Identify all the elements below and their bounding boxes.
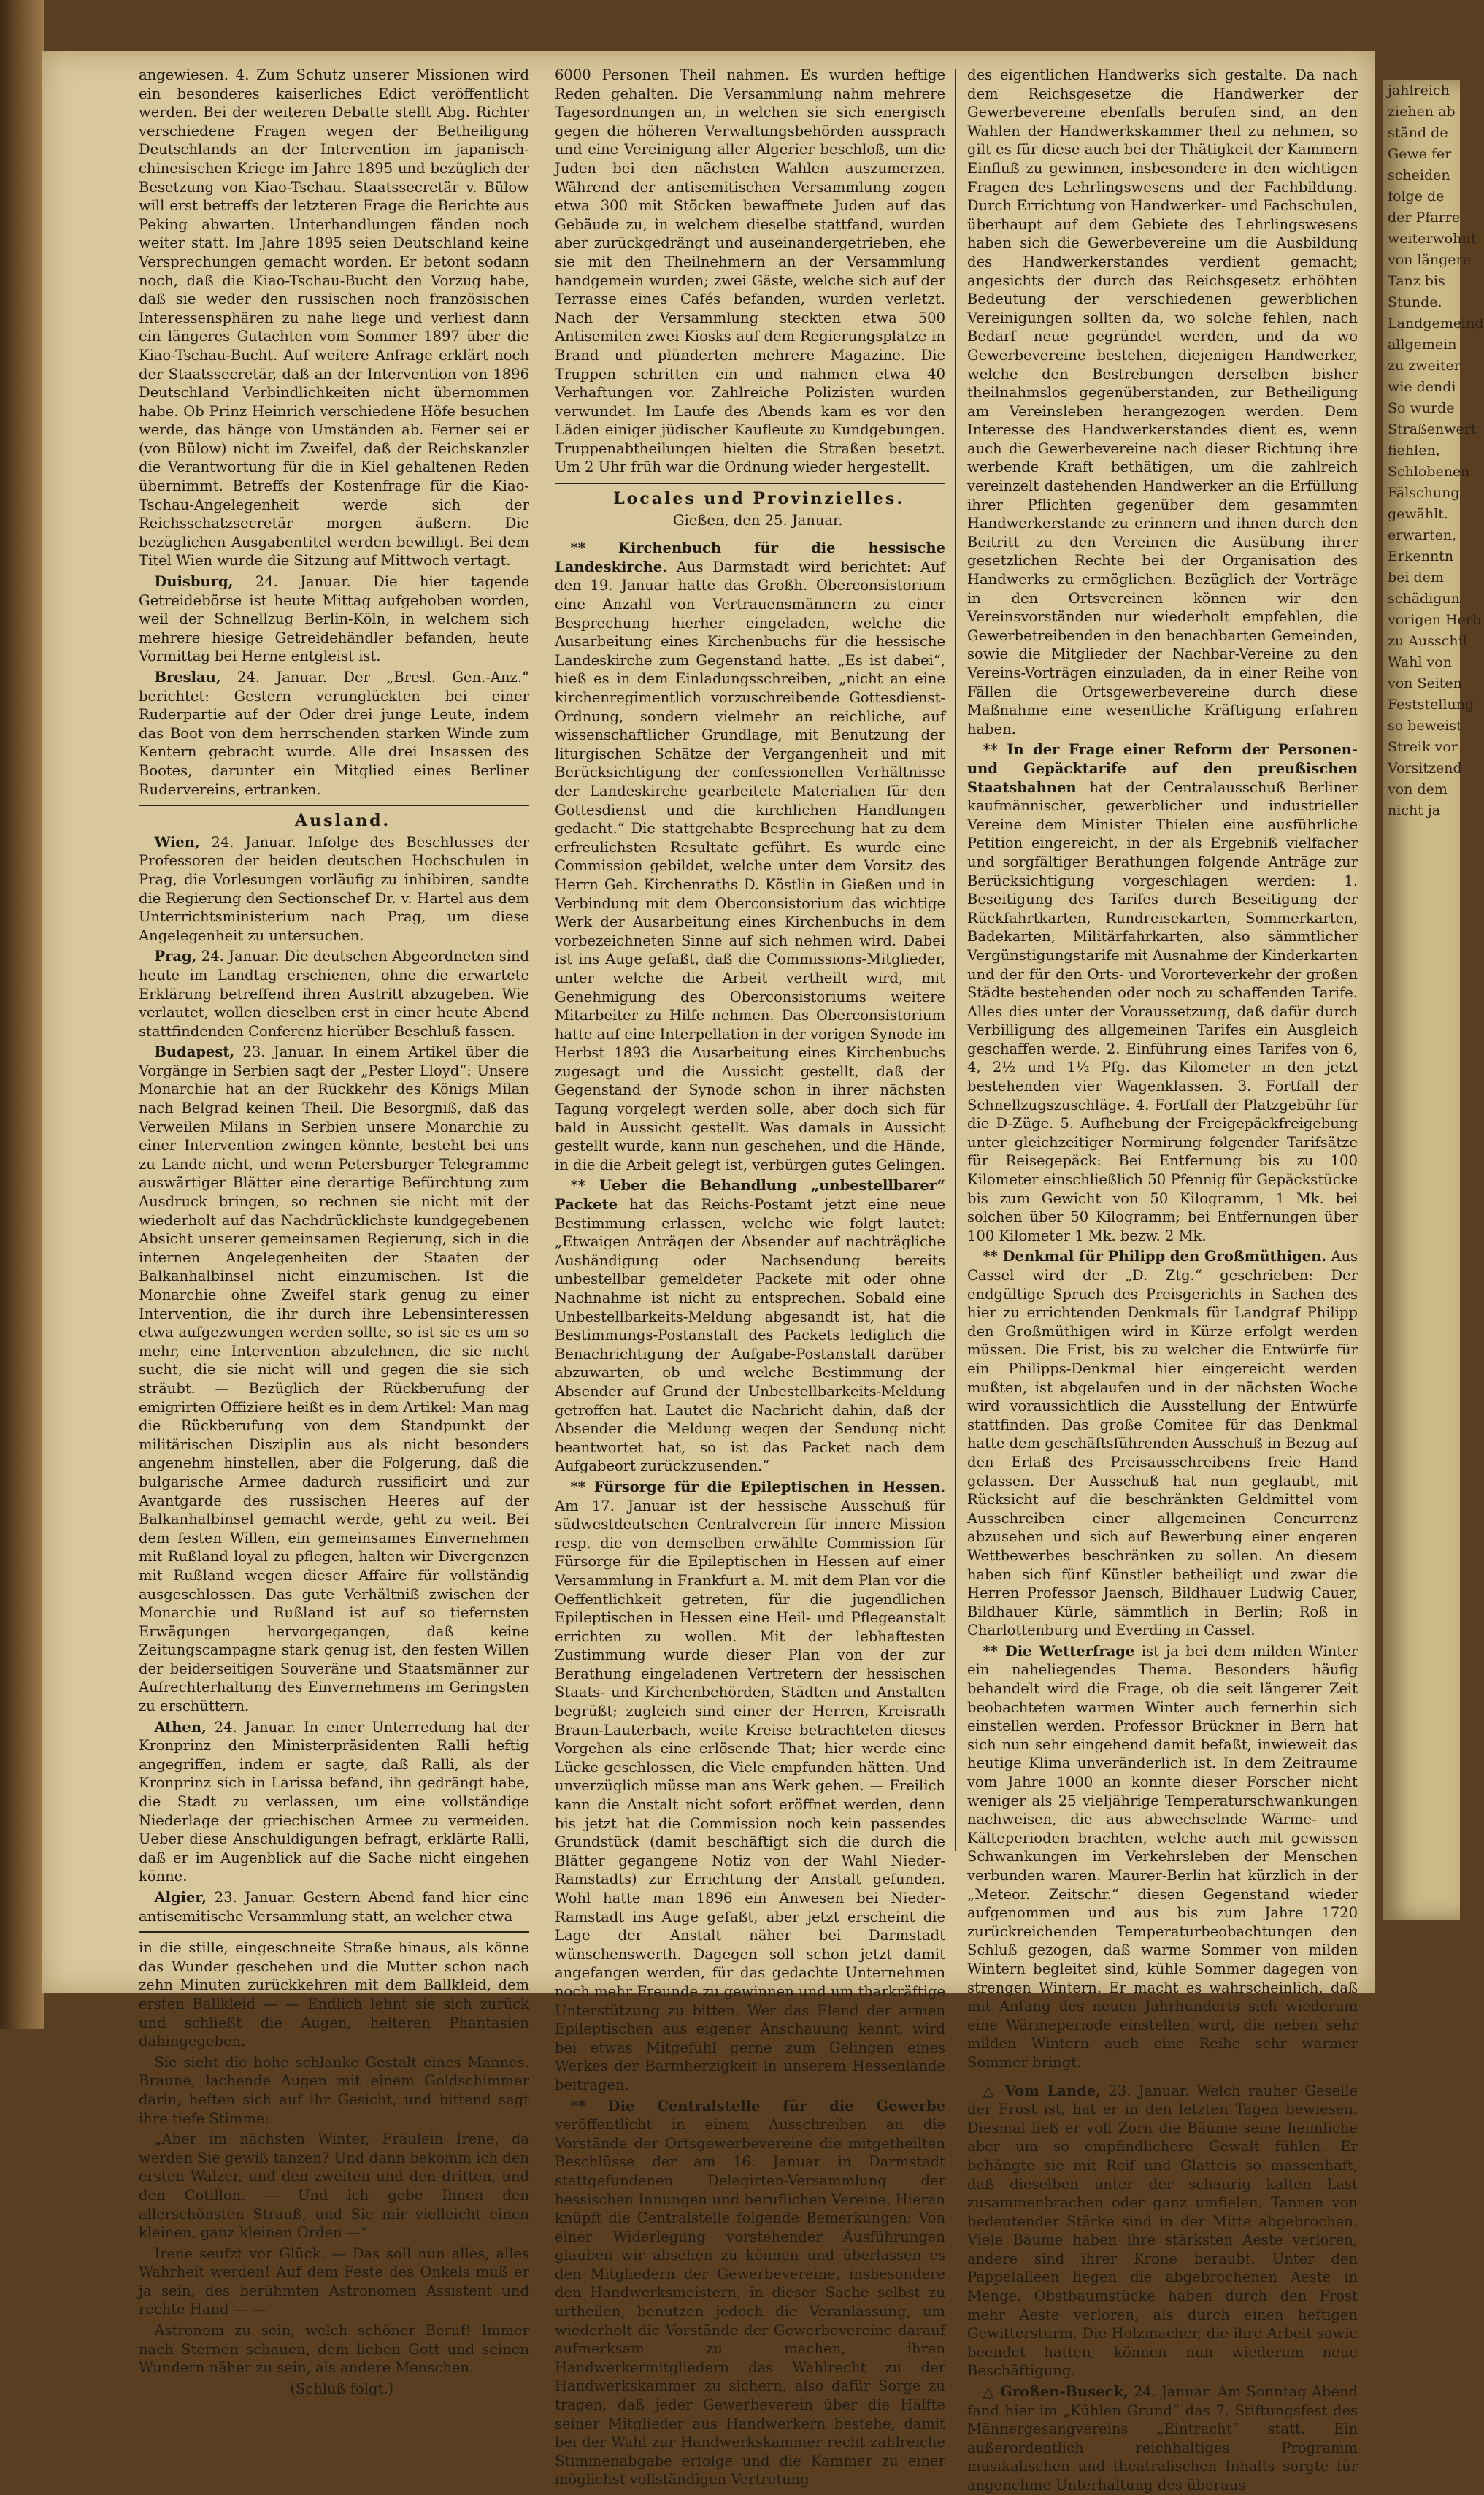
continued-note: (Schluß folgt.) [290, 2380, 394, 2397]
edge-fragment: Wahl von [1388, 654, 1452, 670]
feuilleton-paragraph: Astronom zu sein, welch schöner Beruf! Immer nach Sternen schauen, dem lieben Gott und seinen Wundern näher zu sein, als andere Menschen. [139, 2322, 529, 2377]
article-packete-text: hat das Reichs-Postamt jetzt eine neue Bestimmung erlassen, welche wie folgt lautet: „Etwaigen Anträgen der Absender auf nachträgliche Aushändigung oder Nachsendung bereits unbestellbar gemeldeter Packete mit oder ohne Nachnahme ist nicht zu entsprechen. Sobald eine Unbestellbarkeits-Meldung abgesandt ist, hat die Bestimmungs-Postanstalt des Packets lediglich die Benachrichtigung der Aufgabe-Postanstalt darüber abzuwarten, ob und welche Bestimmung der Absender auf Grund der Unbestellbarkeits-Meldung getroffen hat. Lautet die Nachricht dahin, daß der Absender die Meldung wegen der Sendung nicht beantwortet hat, so ist das Packet nach dem Aufgabeort zurückzusenden.“ [555, 1196, 946, 1475]
feuilleton-paragraph: Sie sieht die hohe schlanke Gestalt eines Mannes. Braune, lachende Augen mit einem Goldschimmer darin, heften sich auf ihr Gesicht, und bittend sagt ihre tiefe Stimme: [139, 2053, 529, 2127]
edge-fragment: weiterwohnt [1388, 231, 1477, 247]
column-rule-2 [955, 69, 956, 1851]
article-centralstelle-text: veröffentlicht in einem Ausschreiben an die Vorstände der Ortsgewerbevereine die mitgetheilten Beschlüsse der am 16. Januar in Darmstadt stattgefundenen Delegirten-Versammlung der hessischen Innungen und beruflichen Vereine. Hieran knüpft die Centralstelle folgende Bemerkungen: Von einer Widerlegung vorstehender Ausführungen glauben wir absehen zu können und überlassen es den Mitgliedern der Gewerbevereine, insbesondere den Handwerksmeistern, in dieser Sache selbst zu urtheilen, benutzen jedoch die Veranlassung, um wiederholt die Vorstände der Gewerbevereine darauf aufmerksam zu machen, ihren Handwerkermitgliedern das Wahlrecht zu der Handwerkskammer zu sichern, also dafür Sorge zu tragen, daß jeder Gewerbeverein über die Hälfte seiner Mitglieder aus Handwerkern bestehe, damit bei der Wahl zur Handwerkskammer recht zahlreiche Stimmenabgabe erfolge und die Kammer zu einer möglichst vollständigen Vertretung [555, 2116, 945, 2488]
article-vom-lande [967, 2082, 1358, 2381]
title-wetter: ** Die Wetterfrage [983, 1642, 1135, 1660]
edge-fragment: so beweist [1388, 718, 1462, 734]
article-handwerk-continued: des eigentlichen Handwerks sich gestalte. Da nach dem Reichsgesetze die Handwerker der Gewerbevereine ebenfalls berufen sind, an den Wahlen der Handwerkskammer theil zu nehmen, so gilt es für diese auch bei der Thätigkeit der Kammern Einfluß zu gewinnen, insbesondere in den wichtigen Fragen des Lehrlingswesens und der Fachbildung. Durch Errichtung von Handwerker- und Fachschulen, überhaupt auf dem Gebiete des Lehrlingswesens haben sich die Gewerbevereine um die Ausbildung des Handwerkerstandes verdient gemacht; angesichts der durch das Reichsgesetz erhöhten Bedeutung der verschiedenen gewerblichen Vereinigungen sollten da, wo solche fehlen, nach Bedarf neue gegründet werden, und da wo Gewerbevereine bestehen, diejenigen Handwerker, welche den Bestrebungen derselben bisher theilnahmslos gegenüberstanden, zur Betheiligung am Vereinsleben herangezogen werden. Dem Interesse des Handwerkerstandes dient es, wenn auch die Gewerbevereine nach dieser Richtung ihre werbende Kraft bethätigen, um die zahlreich vereinzelt dastehenden Handwerker an die Erfüllung ihrer Pflichten gegenüber dem gesammten Handwerkerstande zu erinnern und ihnen durch den Beitritt zu den Vereinen die Ausübung ihrer gesetzlichen Rechte bei der Organisation des Handwerks zu ermöglichen. Bezüglich der Vorträge in den Ortsvereinen können wir den Vereinsvorständen nur wiederholt empfehlen, die Gewerbetreibenden in den benachbarten Gemeinden, sowie die Mitglieder der Nachbar-Vereine zu den Vereins-Vorträgen einzuladen, da in einer Reihe von Fällen die Ortsgewerbevereine durch diese Maßnahme eine wesentliche Kräftigung erfahren haben. [967, 66, 1358, 737]
article-grossen-buseck [967, 2383, 1358, 2495]
article-prag-text: 24. Januar. Die deutschen Abgeordneten sind heute im Landtag erschienen, ohne die erwartete Erklärung betreffend ihren Austritt abzugeben. Wie verlautet, wollen dieselben erst in einer heute Abend stattfindenden Conferenz hierüber Beschluß fassen. [139, 948, 529, 1040]
edge-fragment: von dem [1388, 781, 1448, 797]
place-budapest: Budapest, [154, 1043, 235, 1061]
edge-fragment: Feststellung [1388, 697, 1475, 713]
article-breslau-text: 24. Januar. Der „Bresl. Gen.-Anz.“ berichtet: Gestern verunglückten bei einer Ruderpartie auf der Oder drei junge Leute, indem das Boot von dem herrschenden starken Winde zum Kentern gebracht wurde. Alle drei Insassen des Bootes, darunter ein Mitglied eines Berliner Rudervereins, ertranken. [139, 669, 529, 798]
section-divider [555, 483, 945, 484]
edge-fragment: Fälschung [1388, 485, 1460, 501]
edge-fragment: Vorsitzend [1388, 760, 1462, 776]
edge-fragment: Landgemeind [1388, 315, 1484, 331]
edge-fragment: Tanz bis [1388, 273, 1445, 289]
edge-fragment: erwarten, [1388, 527, 1457, 543]
place-athen: Athen, [154, 1718, 207, 1736]
article-denkmal [967, 1247, 1358, 1639]
edge-fragment: zu Ausschil [1388, 633, 1467, 649]
place-wien: Wien, [154, 833, 200, 851]
edge-fragment: gewählt. [1388, 506, 1448, 522]
article-tarife [967, 740, 1358, 1245]
edge-fragment: Straßenwert [1388, 421, 1477, 437]
place-algier: Algier, [154, 1889, 207, 1906]
article-centralstelle [555, 2097, 945, 2489]
title-grossen-buseck: △ Großen-Buseck, [983, 2383, 1129, 2401]
edge-fragment: wie dendi [1388, 379, 1456, 395]
heading-locales: Locales und Provinzielles. [613, 489, 904, 509]
article-epileptische [555, 1478, 945, 2095]
article-budapest [139, 1043, 529, 1715]
feuilleton-paragraph: in die stille, eingeschneite Straße hinaus, als könne das Wunder geschehen und die Mutter schon nach zehn Minuten zurückkehren mit dem Ballkleid, dem ersten Ballkleid — — Endlich lehnt sie sich zurück und schließt die Augen, heiteren Phantasien dahingegeben. [139, 1939, 529, 2050]
feuilleton-paragraph: „Aber im nächsten Winter, Fräulein Irene, da werden Sie gewiß tanzen? Und dann bekomm ich den ersten Walzer, und den zweiten und den dritten, und den Cotillon. — Und ich gebe Ihnen den allerschönsten Strauß, und Sie mir vielleicht einen kleinen, ganz kleinen Orden —“ [139, 2131, 529, 2242]
article-kirchenbuch-text: Aus Darmstadt wird berichtet: Auf den 19. Januar hatte das Großh. Oberconsistorium eine Anzahl von Vertrauensmännern zu einer Besprechung hierher eingeladen, welche die Ausarbeitung eines Kirchenbuchs für die hessische Landeskirche zum Gegenstand hatte. „Es ist dabei“, hieß es in dem Einladungsschreiben, „nicht an eine kirchenregimentlich vorzuschreibende Gottesdienst-Ordnung, sondern vielmehr an reichliche, auf wissenschaftlicher Grundlage, mit Benutzung der liturgischen Schätze der Vergangenheit und mit Berücksichtigung der confessionellen Verhältnisse der Landeskirche gearbeitete Materialien für den Gottesdienst und die kirchlichen Handlungen gedacht.“ Die stattgehabte Besprechung hat zu dem erfreulichsten Resultate geführt. Es wurde eine Commission gebildet, welche unter dem Vorsitz des Herrn Geh. Kirchenraths D. Köstlin in Gießen und in Verbindung mit dem Oberconsistorium das wichtige Werk der Ausarbeitung eines Kirchenbuchs in dem vorbezeichneten Sinne auf sich nehmen wird. Dabei ist ins Auge gefaßt, daß die Commissions-Mitglieder, unter welche die Arbeit vertheilt wird, mit Genehmigung des Oberconsistoriums weitere Mitarbeiter zu Hilfe nehmen. Das Oberconsistorium hatte auf eine Interpellation in der vorigen Synode im Herbst 1893 die Ausarbeitung eines Kirchenbuchs zugesagt und die Aussicht gestellt, daß der Gegenstand der Synode schon in ihrer nächsten Tagung vorgelegt werden solle, aber doch sich für bald in Aussicht gestellt. Was damals in Aussicht gestellt wurde, kann nun geschehen, und die Hände, in die die Arbeit gelegt ist, verbürgen gutes Gelingen. [555, 558, 945, 1173]
article-duisburg [139, 572, 529, 666]
edge-fragment: der Pfarre [1388, 210, 1461, 226]
edge-fragment: Streik vor [1388, 739, 1458, 755]
article-algier-continued: 6000 Personen Theil nahmen. Es wurden heftige Reden gehalten. Die Versammlung nahm mehrere Tagesordnungen an, in welchen sie sich energisch gegen die höheren Verwaltungsbehörden aussprach und eine Vereinigung aller Algerier beschloß, um die Juden bei den nächsten Wahlen auszumerzen. Während der antisemitischen Versammlung zogen etwa 300 mit Stöcken bewaffnete Juden auf das Gebäude zu, in welchem dieselbe stattfand, wurden aber zurückgedrängt und auseinandergetrieben, ehe sie mit den Theilnehmern an der Versammlung handgemein wurden; zwei Gäste, welche sich auf der Terrasse eines Cafés befanden, wurden verletzt. Nach der Versammlung steckten etwa 500 Antisemiten zwei Kiosks auf dem Regierungsplatze in Brand und plünderten mehrere Magazine. Die Truppen schritten ein und nahmen etwa 40 Verhaftungen vor. Zahlreiche Polizisten wurden verwundet. Im Laufe des Abends kam es vor den Läden einiger jüdischer Kaufleute zu Kundgebungen. Truppenabtheilungen hielten die Straßen besetzt. Um 2 Uhr früh war die Ordnung wieder hergestellt. [555, 66, 945, 476]
title-packete: ** Ueber die Behandlung „unbestellbarer“ Packete [555, 1177, 945, 1214]
edge-fragment: schädigun [1388, 591, 1460, 607]
column-2 [555, 66, 946, 2488]
section-divider [139, 805, 529, 806]
edge-fragment: Gewe fer [1388, 146, 1452, 162]
place-duisburg: Duisburg, [154, 573, 234, 591]
article-wetter-text: ist ja bei dem milden Winter ein naheliegendes Thema. Besonders häufig behandelt wird die Frage, ob die seit längerer Zeit beobachteten warmen Winter auch fernerhin sich einstellen werden. Professor Brückner in Bern hat sich nun sehr eingehend damit befaßt, inwieweit das heutige Klima unveränderlich ist. In dem Zeitraume vom Jahre 1000 an konnte dieser Forscher nicht weniger als 25 vieljährige Temperaturschwankungen nachweisen, die aus abwechselnde Wärme- und Kälteperioden brachten, welche auch mit gewissen Schwankungen im Verkehrsleben der Menschen verbunden waren. Maurer-Berlin hat kürzlich in der „Meteor. Zeitschr.“ diesen Gegenstand wieder aufgenommen und aus bis zum Jahre 1720 zurückreichenden Temperaturbeobachtungen den Schluß gezogen, daß warme Sommer von milden Wintern begleitet sind, kühle Sommer dagegen von strengen Wintern. Er macht es wahrscheinlich, daß mit Anfang des neuen Jahrhunderts sich wiederum eine Wärmeperiode einstellen wird, die neben sehr milden Wintern auch eine Reihe sehr warmer Sommer bringt. [967, 1642, 1358, 2071]
edge-fragment: fiehlen, [1388, 442, 1440, 459]
edge-fragment: nicht ja [1388, 802, 1441, 819]
article-duisburg-text: 24. Januar. Die hier tagende Getreidebörse ist heute Mittag aufgehoben worden, weil der Schnellzug Berlin-Köln, in welchem sich mehrere hiesige Getreidehändler befanden, heute Vormittag bei Herne entgleist ist. [139, 573, 529, 665]
article-tarife-text: hat der Centralausschuß Berliner kaufmännischer, gewerblicher und industrieller Vereine dem Minister Thielen eine ausführliche Petition eingereicht, in der als Ergebniß vielfacher und sorgfältiger Berathungen folgende Anträge zur Berücksichtigung vorgeschlagen werden: 1. Beseitigung des Tarifes durch Beseitigung der Rückfahrtkarten, Rundreisekarten, Sommerkarten, Badekarten, Militärfahrkarten, also sämmtlicher Vergünstigungstarife mit Ausnahme der Kinderkarten und der für den Orts- und Vororteverkehr der großen Städte bestehenden oder noch zu schaffenden Tarife. Alles dies unter der Voraussetzung, daß dafür durch Verbilligung des allgemeinen Tarifes ein Ausgleich geschaffen werde. 2. Einführung eines Tarifes von 6, 4, 2½ und 1½ Pfg. das Kilometer in den jetzt bestehenden vier Wagenklassen. 3. Fortfall der Schnellzugszuschläge. 4. Fortfall der Platzgebühr für die D-Züge. 5. Aufhebung der Freigepäckfreigebung unter gleichzeitiger Normirung folgender Tarifsätze für Reisegepäck: Bei Entfernung bis zu 100 Kilometer einschließlich 50 Pfennig für Gepäckstücke bis zum Gewicht von 50 Kilogramm, 1 Mk. bei solchen über 50 Kilogramm; bei Entfernungen über 100 Kilometer 1 Mk. bezw. 2 Mk. [967, 778, 1358, 1244]
article-kirchenbuch [555, 539, 945, 1174]
heading-ausland: Ausland. [295, 811, 391, 831]
edge-fragment: Schlobenen [1388, 464, 1470, 480]
edge-fragment: allgemein [1388, 337, 1457, 353]
article-epileptische-text: Am 17. Januar ist der hessische Ausschuß für südwestdeutschen Centralverein für innere Mission resp. die von demselben erwählte Commission für Fürsorge für die Epileptischen in Hessen auf einer Versammlung in Frankfurt a. M. mit dem Plan vor die Oeffentlichkeit getreten, für die jugendlichen Epileptischen in Hessen eine Heil- und Pflegeanstalt errichten zu wollen. Mit der lebhaftesten Zustimmung wurde dieser Plan von der zur Berathung eingeladenen Vertretern der hessischen Staats- und Kirchenbehörden, Städten und Anstalten begrüßt; zugleich sind einer der Herren, Kreisrath Braun-Lauterbach, weite Kreise betrachteten dieses Vorgehen als eine erlösende That; hier werde eine Lücke geschlossen, die Viele empfunden hätten. Und unverzüglich müsse man ans Werk gehen. — Freilich kann die Anstalt nicht sofort eröffnet werden, denn bis jetzt hat die Commission noch kein passendes Grundstück (damit beschäftigt sich die durch die Blätter gegangene Notiz von der Wahl Nieder-Ramstadts) zur Errichtung der Anstalt gefunden. Wohl hatte man 1896 ein Anwesen bei Nieder-Ramstadt ins Auge gefaßt, aber jetzt erscheint die Lage der Anstalt näher bei Darmstadt wünschenswerth. Dagegen soll schon jetzt damit angefangen werden, für das gedachte Unternehmen noch mehr Freunde zu gewinnen und um tharkräftige Unterstützung zu bitten. Wer das Elend der armen Epileptischen aus eigener Anschauung kennt, wird bei etwas Mitgefühl gerne zum Gelingen eines Werkes der Barmherzigkeit in unserem Hessenlande beitragen. [555, 1497, 945, 2093]
dateline: Gießen, den 25. Januar. [673, 511, 843, 529]
article-wien-text: 24. Januar. Infolge des Beschlusses der Professoren der beiden deutschen Hochschulen in Prag, die Vorlesungen vorläufig zu inhibiren, sandte die Regierung den Sectionschef Dr. v. Hartel aus dem Unterrichtsministerium nach Prag, um diese Angelegenheit zu untersuchen. [139, 833, 529, 944]
title-kirchenbuch: ** Kirchenbuch für die hessische Landeskirche. [555, 540, 945, 575]
article-vom-lande-text: 23. Januar. Welch rauher Geselle der Frost ist, hat er in den letzten Tagen bewiesen. Diesmal ließ er voll Zorn die Bäume seine heimliche aber um so empfindlichere Gewalt fühlen. Er behängte sie mit Reif und Glatteis so massenhaft, daß dieselben unter der schaurig kalten Last zusammenbrachen oder ganz umfielen. Tannen von bedeutender Stärke sind in der Mitte abgebrochen. Viele Bäume haben ihre stärksten Aeste verloren, andere sind ihrer Krone beraubt. Unter den Pappelalleen liegen die abgebrochenen Aeste in Menge. Obstbaumstücke haben durch den Frost mehr Aeste verloren, als durch einen heftigen Gewittersturm. Die Holzmacher, die ihre Arbeit sowie beendet hatten, können nun wiederum neue Beschäftigung. [967, 2082, 1358, 2380]
place-prag: Prag, [154, 948, 197, 965]
article-athen-text: 24. Januar. In einer Unterredung hat der Kronprinz den Ministerpräsidenten Ralli heftig angegriffen, indem er sagte, daß Ralli, als der Kronprinz sich in Larissa befand, ihn gedrängt habe, die Stadt zu verlassen, um eine vollständige Niederlage der griechischen Armee zu vermeiden. Ueber diese Anschuldigungen befragt, erklärte Ralli, daß er im Augenblick auf die Sache nicht eingehen könne. [139, 1718, 529, 1885]
column-1 [139, 66, 530, 2397]
article-athen [139, 1718, 529, 1886]
edge-fragment: Erkenntn [1388, 548, 1454, 564]
article-prag [139, 947, 529, 1040]
edge-fragment: von längere [1388, 252, 1471, 268]
title-tarife: ** In der Frage einer Reform der Personen- und Gepäcktarife auf den preußischen Staatsbahnen [967, 741, 1358, 796]
edge-fragment: zu zweiter [1388, 358, 1461, 374]
article-budapest-text: 23. Januar. In einem Artikel über die Vorgänge in Serbien sagt der „Pester Lloyd“: Unsere Monarchie hat an der Rückkehr des Königs Milan nach Belgrad keinen Theil. Die Besorgniß, daß das Verweilen Milans in Serbien unsere Monarchie zu einer Intervention zwingen könnte, besteht bei uns zu Lande nicht, und wenn Petersburger Telegramme auswärtiger Blätter eine derartige Befürchtung zum Ausdruck bringen, so rechnen sie nicht mit der wiederholt auf das Nachdrücklichste kundgegebenen Absicht unserer gemeinsamen Regierung, sich in die internen Angelegenheiten der Staaten der Balkanhalbinsel nicht einzumischen. Ist die Monarchie ohne Zweifel stark genug zu einer Intervention, die ihr durch ihre Lebensinteressen etwa aufgezwungen werden sollte, so ist sie es um so mehr, eine Intervention abzulehnen, die sie nicht sucht, die sie nicht will und gegen die sie sich sträubt. — Bezüglich der Rückberufung der emigrirten Offiziere heißt es in dem Artikel: Man mag die Rückberufung von dem Standpunkt der militärischen Disziplin aus als nicht besonders angenehm hinstellen, aber die Folgerung, daß die bulgarische Armee dadurch russificirt und zur Avantgarde des russischen Heeres auf der Balkanhalbinsel gemacht werde, geht zu weit. Bei dem festen Willen, ein gemeinsames Einvernehmen mit Rußland loyal zu pflegen, halten wir Divergenzen mit Rußland wegen dieser Affaire für vollständig ausgeschlossen. Das gute Verhältniß zwischen der Monarchie und Rußland ist auf so tiefernsten Erwägungen hervorgegangen, daß keine Zeitungscampagne stark genug ist, den festen Willen der beiderseitigen Souveräne und Staatsmänner zur Aufrechterhaltung des Einvernehmens im Geringsten zu erschüttern. [139, 1043, 529, 1715]
article-reichstag: angewiesen. 4. Zum Schutz unserer Missionen wird ein besonderes kaiserliches Edict veröffentlicht werden. Bei der weiteren Debatte stellt Abg. Richter verschiedene Fragen wegen der Betheiligung Deutschlands an der Intervention im japanisch-chinesischen Kriege im Jahre 1895 und bezüglich der Besetzung von Kiao-Tschau. Staatssecretär v. Bülow will erst betreffs der letzteren Frage die Berichte aus Peking abwarten. Unterhandlungen fänden noch weiter statt. Im Jahre 1895 seien Deutschland keine Versprechungen gemacht worden. Er betont sodann noch, daß die Kiao-Tschau-Bucht den Vorzug habe, daß sie weder den russischen noch französischen Interessensphären zu nahe liege und verliest dann ein längeres Gutachten vom Sommer 1897 über die Kiao-Tschau-Bucht. Auf weitere Anfrage erklärt noch der Staatssecretär, daß an der Intervention von 1896 Deutschland Verbindlichkeiten nicht übernommen habe. Ob Prinz Heinrich verschiedene Höfe besuchen werde, das hänge von Umständen ab. Ferner sei er (von Bülow) nicht im Zweifel, daß der Reichskanzler die Verantwortung für die in Kiel gehaltenen Reden übernimmt. Betreffs der Kostenfrage für die Kiao-Tschau-Angelegenheit werde sich der Reichsschatzsecretär morgen äußern. Die bezüglichen Ausgabentitel werden bewilligt. Bei dem Titel Wien wurde die Sitzung auf Mittwoch vertagt. [139, 66, 529, 570]
article-denkmal-text: Aus Cassel wird der „D. Ztg.“ geschrieben: Der endgültige Spruch des Preisgerichts in Sachen des hier zu errichtenden Denkmals für Landgraf Philipp den Großmüthigen wird in Kürze erfolgt werden müssen. Die Frist, bis zu welcher die Entwürfe für ein Philipps-Denkmal hier eingereicht werden mußten, ist abgelaufen und in der nächsten Woche wird voraussichtlich die Ausstellung der Entwürfe stattfinden. Das große Comitee für das Denkmal hatte dem geschäftsführenden Ausschuß in Bezug auf den Erlaß des Preisausschreibens freie Hand gelassen. Der Ausschuß hat nun geglaubt, mit Rücksicht auf die beschränkten Geldmittel vom Ausschreiben einer allgemeinen Concurrenz abzusehen und sich auf Bewerbung einer engeren Wettbewerbes beschränken zu sollen. An diesem haben sich fünf Künstler betheiligt und zwar die Herren Professor Jaensch, Bildhauer Ludwig Cauer, Bildhauer Kürle, sämmtlich in Berlin; Roß in Charlottenburg und Everding in Cassel. [967, 1248, 1358, 1639]
article-algier-text: 23. Januar. Gestern Abend fand hier eine antisemitische Versammlung statt, an welcher etwa [139, 1889, 530, 1925]
title-vom-lande: △ Vom Lande, [983, 2082, 1102, 2099]
adjacent-page-edge [1383, 80, 1484, 1920]
edge-fragment: So wurde [1388, 400, 1455, 416]
edge-fragment: jahlreich [1388, 83, 1450, 99]
feuilleton-paragraph: Irene seufzt vor Glück. — Das soll nun alles, alles Wahrheit werden! Auf dem Feste des Onkels muß er ja sein, des berühmten Astronomen Assistent und rechte Hand — — [139, 2245, 529, 2318]
place-breslau: Breslau, [154, 669, 221, 686]
article-algier [139, 1888, 529, 1925]
edge-fragment: ziehen ab [1388, 104, 1456, 120]
book-spine-edge [0, 0, 44, 2029]
article-breslau [139, 668, 529, 799]
title-denkmal: ** Denkmal für Philipp den Großmüthigen. [983, 1248, 1327, 1265]
title-epileptische: ** Fürsorge für die Epileptischen in Hessen. [570, 1478, 945, 1495]
edge-fragment: bei dem [1388, 570, 1444, 586]
article-wien [139, 833, 529, 946]
article-wetter [967, 1642, 1358, 2072]
edge-fragment: scheiden [1388, 167, 1450, 183]
column-3 [967, 66, 1358, 2494]
edge-fragment: von Seiten [1388, 675, 1462, 691]
title-centralstelle: ** Die Centralstelle für die Gewerbe [570, 2097, 945, 2115]
edge-fragment: folge de [1388, 188, 1445, 204]
feuilleton-divider [139, 1931, 529, 1933]
edge-fragment: ständ de [1388, 125, 1448, 141]
article-grossen-buseck-text: 24. Januar. Am Sonntag Abend fand hier im „Kühlen Grund“ das 7. Stiftungsfest des Männergesangvereins „Eintracht“ statt. Ein außerordentlich reichhaltiges Programm musikalischen und theatralischen Inhalts sorgte für angenehme Unterhaltung des überaus [967, 2383, 1358, 2494]
article-packete [555, 1176, 945, 1476]
edge-fragment: Stunde. [1388, 294, 1442, 310]
edge-fragment: vorigen Herb [1388, 612, 1482, 628]
